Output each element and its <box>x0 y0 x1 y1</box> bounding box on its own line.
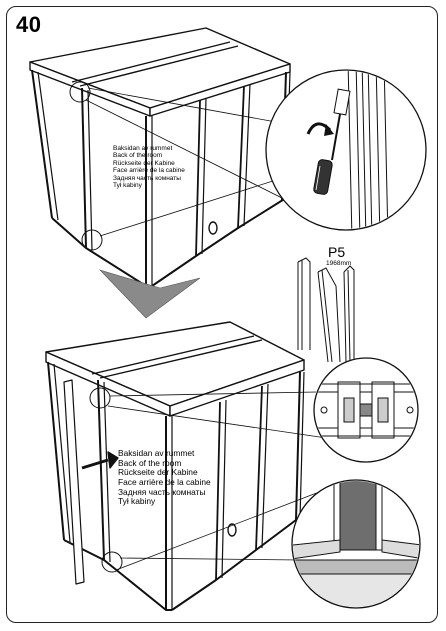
part-p5-profile <box>298 258 354 362</box>
label-line-pl: Tył kabiny <box>113 182 142 190</box>
label-line-ru: Задняя часть комнаты <box>113 174 181 182</box>
label-line-en: Back of the room <box>113 152 163 160</box>
room-side-label-top <box>113 145 185 190</box>
part-code: P5 <box>328 244 346 260</box>
label-line-sv: Baksidan av rummet <box>113 145 173 152</box>
label-line-pl: Tył kabiny <box>118 496 156 507</box>
label-line-ru: Задняя часть комнаты <box>118 486 206 497</box>
label-line-sv: Baksidan av rummet <box>118 448 195 458</box>
label-line-fr: Face arrière de la cabine <box>118 476 211 487</box>
detail-cross-section <box>306 358 426 462</box>
down-arrow-icon <box>100 270 200 318</box>
cabin-top-roof <box>30 28 290 108</box>
detail-floor-section <box>284 470 434 614</box>
step-number: 40 <box>16 12 42 37</box>
loose-profile <box>64 380 84 584</box>
label-line-de: Rückseite der Kabine <box>113 159 175 167</box>
label-line-en: Back of the room <box>118 457 182 468</box>
room-side-label-bottom <box>118 449 211 507</box>
label-line-de: Rückseite der Kabine <box>118 467 198 478</box>
cabin-bottom-roof <box>46 322 304 406</box>
part-length: 1968mm <box>326 260 352 267</box>
label-line-fr: Face arrière de la cabine <box>113 167 185 175</box>
